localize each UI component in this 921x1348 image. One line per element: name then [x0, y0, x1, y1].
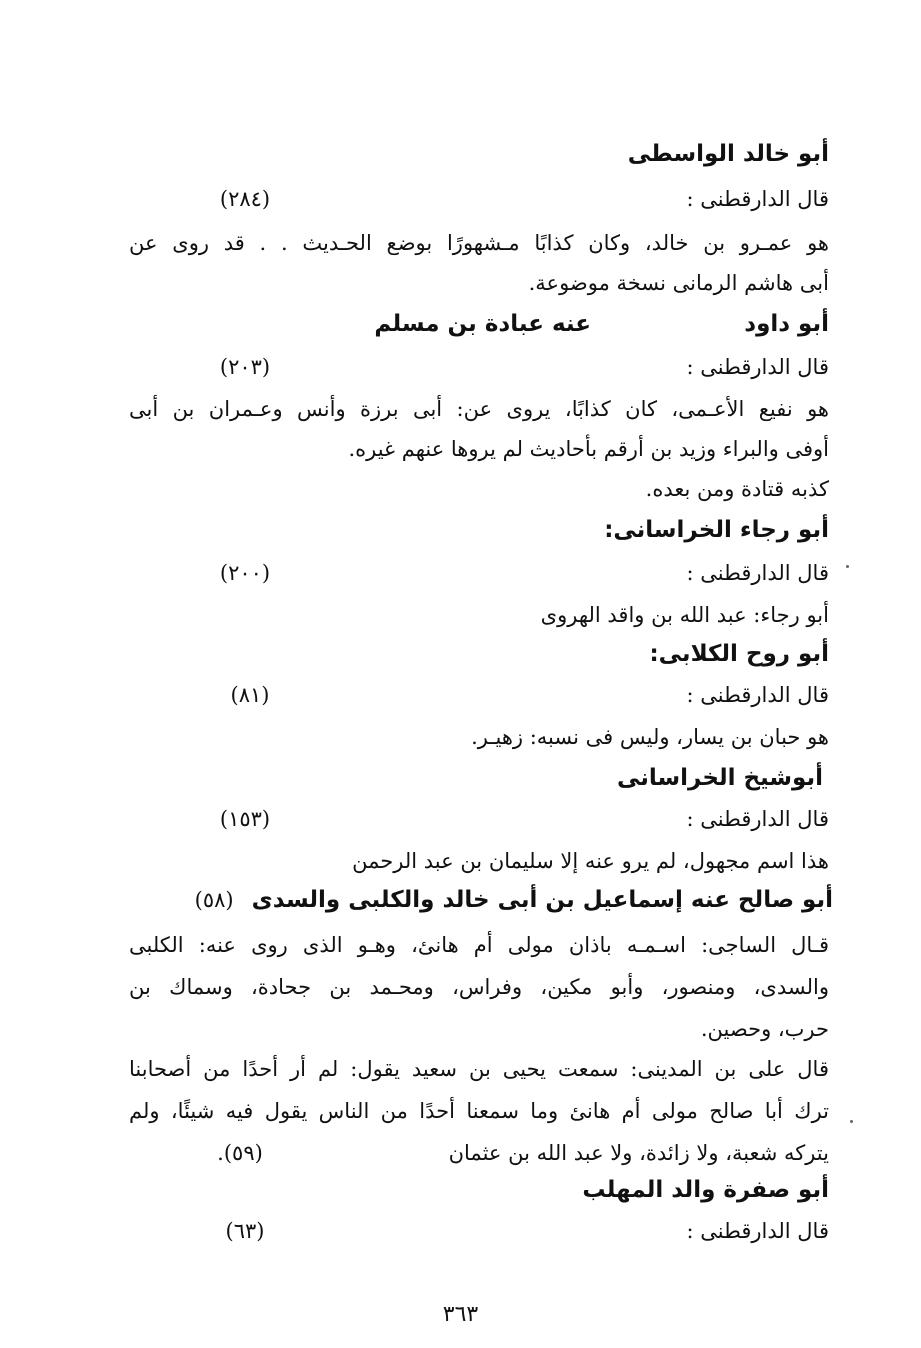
entry-heading: أبوشيخ الخراسانى	[617, 765, 823, 791]
entry-text-line: أوفى والبراء وزيد بن أرقم بأحاديث لم يروها عنهم غيره.	[348, 437, 829, 461]
reference-number: (٨١)	[230, 683, 270, 707]
entry-text-line: يتركه شعبة، ولا زائدة، ولا عبد الله بن عثمان	[448, 1141, 829, 1165]
page-number: ٣٦٣	[442, 1302, 479, 1327]
source-label: قال الدارقطنى :	[686, 187, 829, 211]
entry-heading: أبو خالد الواسطى	[627, 141, 829, 167]
reference-number: (٢٠٣)	[219, 355, 271, 379]
scan-speck	[850, 1120, 853, 1123]
entry-heading	[113, 882, 833, 918]
entry-heading-text: أبو صالح عنه إسماعيل بن أبى خالد والكلبى والسدى	[251, 887, 833, 913]
reference-number: (٦٣)	[225, 1219, 265, 1243]
source-label: قال الدارقطنى :	[686, 1219, 829, 1243]
entry-subheading: عنه عبادة بن مسلم	[374, 311, 591, 337]
entry-text-line: أبو رجاء: عبد الله بن واقد الهروى	[540, 603, 829, 627]
entry-text-line: حرب، وحصين.	[700, 1017, 829, 1041]
entry-text-line: قال على بن المدينى: سمعت يحيى بن سعيد يقول: لم أر أحدًا من أصحابنا	[129, 1057, 829, 1081]
reference-number: (٢٠٠)	[219, 561, 271, 585]
entry-text-line: كذبه قتادة ومن بعده.	[645, 477, 829, 501]
entry-text-line: هو نفيع الأعـمى، كان كذابًا، يروى عن: أبى برزة وأنس وعـمران بن أبى	[129, 397, 829, 421]
entry-text-line: أبى هاشم الرمانى نسخة موضوعة.	[528, 271, 829, 295]
entry-text-line: قـال الساجى: اسـمـه باذان مولى أم هانئ، وهـو الذى روى عنه: الكلبى	[129, 933, 829, 957]
entry-text-line: هذا اسم مجهول، لم يرو عنه إلا سليمان بن عبد الرحمن	[352, 849, 829, 873]
reference-number: (٥٨)	[194, 888, 234, 912]
entry-heading: أبو صفرة والد المهلب	[582, 1177, 829, 1203]
source-label: قال الدارقطنى :	[686, 683, 829, 707]
scan-speck	[846, 565, 849, 568]
entry-text-line: ترك أبا صالح مولى أم هانئ وما سمعنا أحدًا من الناس يقول فيه شيئًا، ولم	[129, 1099, 829, 1123]
entry-heading: أبو داود	[744, 311, 829, 337]
entry-text-line: والسدى، ومنصور، وأبو مكين، وفراس، ومحـمد بن جحادة، وسماك بن	[129, 975, 829, 999]
source-label: قال الدارقطنى :	[686, 807, 829, 831]
entry-heading: أبو رجاء الخراسانى:	[604, 517, 829, 543]
source-label: قال الدارقطنى :	[686, 355, 829, 379]
source-label: قال الدارقطنى :	[686, 561, 829, 585]
reference-number: (٢٨٤)	[219, 187, 271, 211]
entry-heading: أبو روح الكلابى:	[649, 641, 829, 667]
reference-number: (٥٩).	[217, 1141, 263, 1165]
reference-number: (١٥٣)	[219, 807, 271, 831]
entry-text-line: هو عمـرو بن خالد، وكان كذابًا مـشهورًا بوضع الحـديث . . قد روى عن	[129, 231, 829, 255]
entry-text-line: هو حبان بن يسار، وليس فى نسبه: زهيـر.	[471, 725, 829, 749]
